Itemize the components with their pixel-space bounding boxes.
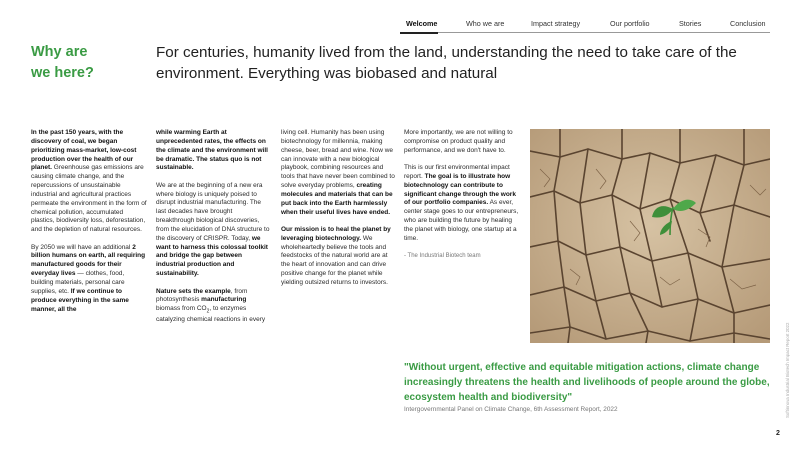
- pull-quote: "Without urgent, effective and equitable mitigation actions, climate change increasingly threatens the health and livelihoods of people around the globe, ecosystem health and biodiversity": [404, 362, 770, 403]
- section-heading: [31, 42, 94, 84]
- column-3-bold-a: Our mission is to heal the planet by leveraging biotechnology.: [281, 225, 391, 242]
- page-headline: For centuries, humanity lived from the land, understanding the need to take care of the environment. Everything was biobased and natural: [156, 44, 737, 82]
- column-1-paragraph-2: [31, 244, 147, 315]
- column-1-text-c: — clothes, food, building materials, personal care supplies, etc.: [31, 270, 125, 295]
- column-1-paragraph-1: [31, 129, 147, 235]
- column-2-text-e: , to enzymes catalyzing chemical reactions in every: [156, 305, 266, 324]
- column-3-bold-b: creating molecules and materials that can be put back into the Earth harmlessly when their useful lives have ended.: [281, 182, 393, 216]
- column-1-text: Greenhouse gas emissions are causing climate change, and the repercussions of unsustainable industrial and agricultural practices permeate the environment in the form of chemical pollution, accumulated plastics, biodiversity loss, deforestation, and the depletion of natural resources.: [31, 164, 147, 234]
- column-2-bold-p1: while warming Earth at unprecedented rates, the effects on the climate and the environment will be dramatic. The status quo is not sustainable.: [156, 129, 268, 172]
- column-1-bold-d: If we continue to produce everything in the same manner, all the: [31, 287, 129, 313]
- column-1-text-a: By 2050 we will have an additional: [31, 243, 133, 251]
- nav-item-welcome[interactable]: Welcome: [406, 19, 438, 28]
- column-2-paragraph-3: [156, 288, 272, 326]
- column-4-bold-b: The goal is to illustrate how biotechnology can contribute to significant change through the work of our portfolio companies.: [404, 172, 516, 207]
- text-column-3: [281, 129, 397, 296]
- column-3-text-a: living cell. Humanity has been using biotechnology for millennia, making cheese, beer, bread and wine. Now we can innovate with a new biological playbook, combining resources and tools that have never been combined to solve everyday problems,: [281, 129, 395, 190]
- nav-item-our-portfolio[interactable]: Our portfolio: [610, 19, 650, 28]
- nav-active-indicator: [400, 32, 438, 34]
- column-2-bold-b: we want to harness this colossal toolkit and bridge the gap between industrial production and sustainability.: [156, 234, 268, 278]
- column-4-paragraph-1: More importantly, we are not willing to compromise on product quality and performance, and we don't have to.: [404, 129, 513, 154]
- page-number: 2: [776, 430, 780, 437]
- text-column-4: [404, 129, 520, 269]
- column-4-text-a: This is our first environmental impact report.: [404, 164, 510, 180]
- column-4-text-c: As ever, center stage goes to our entrepreneurs, who are building the future by healing the planet with biology, one startup at a time.: [404, 199, 519, 242]
- column-3-paragraph-1: [281, 129, 397, 217]
- column-3-text-b: We wholeheartedly believe the tools and feedstocks of the natural world are at the heart of innovation and can drive positive change for the planet while yielding outsized returns to investors.: [281, 234, 388, 286]
- nav-item-who-we-are[interactable]: Who we are: [466, 19, 505, 28]
- column-1-bold-b: 2 billion humans on earth, all requiring manufactured goods for their everyday lives: [31, 243, 146, 278]
- nav-item-impact-strategy[interactable]: Impact strategy: [531, 19, 581, 28]
- nav-divider: [400, 32, 770, 33]
- column-2-text-d: biomass from CO: [156, 305, 207, 313]
- column-2-text-a: We are at the beginning of a new era where biology is uniquely poised to disrupt industrial manufacturing. The last decades have brought breakthrough biological discoveries, from the elucidation of DNA structure to the discovery of CRISPR. Today,: [156, 181, 270, 242]
- column-2-bold-c: manufacturing: [201, 296, 247, 304]
- cracked-earth-illustration: [530, 129, 770, 343]
- co2-subscript: 2: [206, 308, 210, 315]
- section-heading-line2: we here?: [31, 65, 94, 81]
- nav-item-stories[interactable]: Stories: [679, 19, 702, 28]
- cracked-earth-sprout-image: [530, 129, 770, 343]
- column-3-paragraph-2: [281, 226, 397, 288]
- column-2-text-b: , from photosynthesis: [156, 287, 248, 304]
- column-2-paragraph-2: [156, 182, 272, 279]
- nav-item-conclusion[interactable]: Conclusion: [730, 19, 766, 28]
- top-nav: [400, 19, 770, 31]
- column-2-bold-a: Nature sets the example: [156, 287, 231, 295]
- section-heading-line1: Why are: [31, 44, 88, 60]
- column-1-bold-lead: In the past 150 years, with the discovery of coal, we began prioritizing mass-market, low-cost production over the health of our planet.: [31, 129, 137, 172]
- signature: - The Industrial Biotech team: [404, 253, 481, 260]
- side-caption-text: Softinnova Industrial Biotech Impact Report 2022: [785, 322, 790, 418]
- column-4-paragraph-2: [404, 164, 520, 244]
- side-caption: [785, 268, 793, 418]
- text-column-1: [31, 129, 147, 323]
- quote-source: Intergovernmental Panel on Climate Change, 6th Assessment Report, 2022: [404, 406, 618, 413]
- text-column-2: [156, 129, 272, 334]
- column-2-paragraph-1: [156, 129, 272, 173]
